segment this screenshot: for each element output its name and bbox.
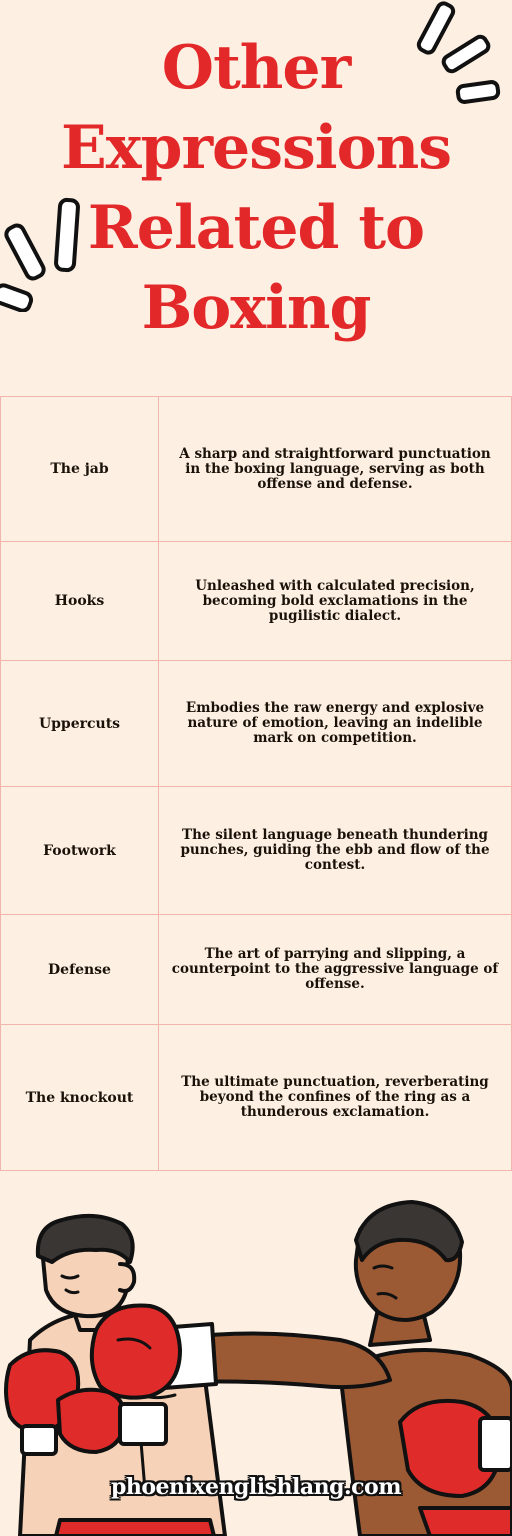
title-line: Boxing xyxy=(141,273,371,343)
expressions-table xyxy=(0,396,512,1171)
table-row xyxy=(1,397,512,542)
expression-description: Embodies the raw energy and explosive nature of emotion, leaving an indelible mark on competition. xyxy=(159,661,512,787)
expression-description: Unleashed with calculated precision, becoming bold exclamations in the pugilistic dialect. xyxy=(159,542,512,661)
expression-term: Defense xyxy=(1,915,159,1025)
expression-term: The knockout xyxy=(1,1025,159,1171)
expression-description: A sharp and straightforward punctuation in the boxing language, serving as both offense and defense. xyxy=(159,397,512,542)
table-row xyxy=(1,542,512,661)
table-row xyxy=(1,1025,512,1171)
website-url: phoenixenglishlang.com xyxy=(111,1474,401,1500)
expression-description: The art of parrying and slipping, a counterpoint to the aggressive language of offense. xyxy=(159,915,512,1025)
title-line: Other xyxy=(161,33,351,103)
expression-term: The jab xyxy=(1,397,159,542)
expression-term: Uppercuts xyxy=(1,661,159,787)
table-row xyxy=(1,787,512,915)
table-row xyxy=(1,661,512,787)
expression-term: Hooks xyxy=(1,542,159,661)
title-line: Related to xyxy=(87,193,425,263)
title-line: Expressions xyxy=(60,113,451,183)
expression-description: The ultimate punctuation, reverberating beyond the confines of the ring as a thunderous exclamation. xyxy=(159,1025,512,1171)
table-row xyxy=(1,915,512,1025)
emphasis-marks-icon xyxy=(414,0,512,110)
expression-term: Footwork xyxy=(1,787,159,915)
expression-description: The silent language beneath thundering punches, guiding the ebb and flow of the contest. xyxy=(159,787,512,915)
emphasis-marks-icon xyxy=(0,196,92,312)
